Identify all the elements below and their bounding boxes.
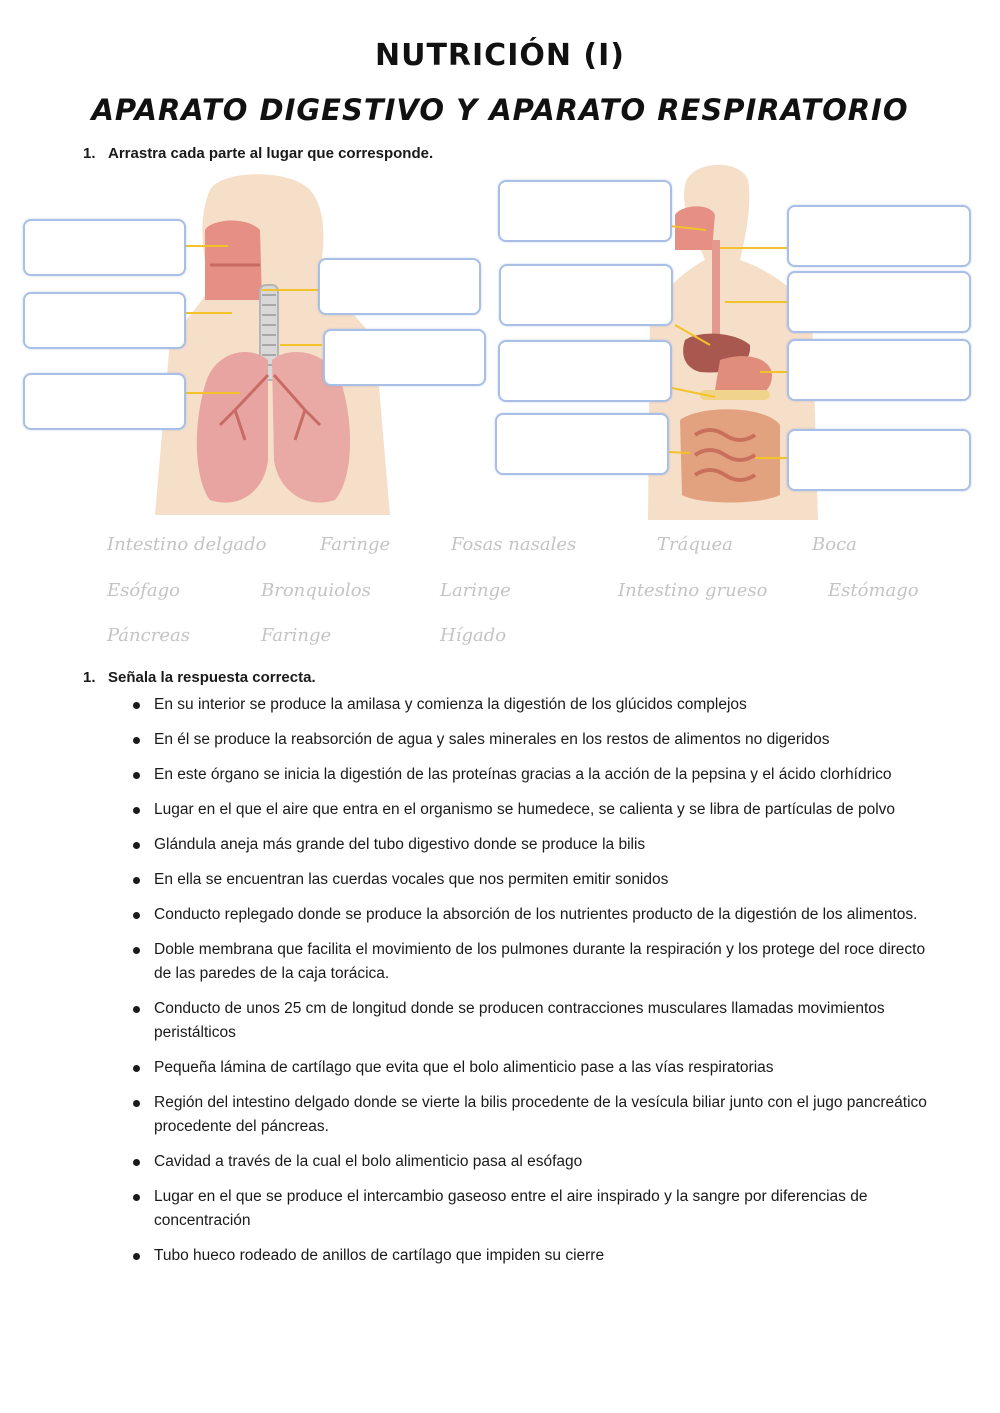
answer-option[interactable]: Conducto replegado donde se produce la absorción de los nutrientes producto de la digestión de los alimentos. [130,903,930,927]
drop-zone-resp-right-2[interactable] [323,329,486,386]
word-chip[interactable]: Faringe [320,534,391,555]
answer-option[interactable]: Tubo hueco rodeado de anillos de cartílago que impiden su cierre [130,1244,930,1268]
drop-zone-dig-right-1[interactable] [787,205,971,267]
word-chip[interactable]: Laringe [440,580,511,601]
drop-zone-resp-left-1[interactable] [23,219,186,276]
answer-option[interactable]: Región del intestino delgado donde se vierte la bilis procedente de la vesícula biliar junto con el jugo pancreático procedente del páncreas. [130,1091,930,1139]
answer-option[interactable]: En él se produce la reabsorción de agua y sales minerales en los restos de alimentos no digeridos [130,728,930,752]
worksheet-title: NUTRICIÓN (I) [374,38,625,73]
word-chip[interactable]: Tráquea [657,534,733,555]
drop-zone-dig-left-3[interactable] [498,340,672,402]
answer-option[interactable]: En este órgano se inicia la digestión de las proteínas gracias a la acción de la pepsina y el ácido clorhídrico [130,763,930,787]
exercise-2-number: 1. [83,669,96,686]
answer-option[interactable]: En su interior se produce la amilasa y comienza la digestión de los glúcidos complejos [130,693,930,717]
word-chip[interactable]: Esófago [107,580,180,601]
word-chip[interactable]: Faringe [261,625,332,646]
word-chip[interactable]: Bronquiolos [261,580,371,601]
drop-zone-dig-left-4[interactable] [495,413,669,475]
drop-zone-resp-right-1[interactable] [318,258,481,315]
drop-zone-dig-right-2[interactable] [787,271,971,333]
word-chip[interactable]: Fosas nasales [451,534,577,555]
answer-option[interactable]: Pequeña lámina de cartílago que evita que el bolo alimenticio pase a las vías respiratorias [130,1056,930,1080]
word-chip[interactable]: Estómago [828,580,919,601]
answer-option[interactable]: Conducto de unos 25 cm de longitud donde se producen contracciones musculares llamadas movimientos peristálticos [130,997,930,1045]
answer-option[interactable]: En ella se encuentran las cuerdas vocales que nos permiten emitir sonidos [130,868,930,892]
word-chip[interactable]: Hígado [440,625,507,646]
drop-zone-dig-left-1[interactable] [498,180,672,242]
exercise-1-number: 1. [83,145,96,162]
drop-zone-dig-right-3[interactable] [787,339,971,401]
word-chip[interactable]: Boca [812,534,857,555]
exercise-2-instruction: Señala la respuesta correcta. [108,669,316,686]
word-chip[interactable]: Intestino grueso [618,580,768,601]
answer-option[interactable]: Doble membrana que facilita el movimiento de los pulmones durante la respiración y los protege del roce directo de las paredes de la caja torácica. [130,938,930,986]
answer-option[interactable]: Glándula aneja más grande del tubo digestivo donde se produce la bilis [130,833,930,857]
drop-zone-resp-left-3[interactable] [23,373,186,430]
exercise-2-heading [83,669,316,686]
answer-option[interactable]: Lugar en el que se produce el intercambio gaseoso entre el aire inspirado y la sangre por diferencias de concentración [130,1185,930,1233]
word-chip[interactable]: Intestino delgado [107,534,267,555]
exercise-1-instruction: Arrastra cada parte al lugar que corresponde. [108,145,434,162]
drop-zone-dig-right-4[interactable] [787,429,971,491]
answer-option[interactable]: Lugar en el que el aire que entra en el organismo se humedece, se calienta y se libra de partículas de polvo [130,798,930,822]
drop-zone-dig-left-2[interactable] [499,264,673,326]
answer-option[interactable]: Cavidad a través de la cual el bolo alimenticio pasa al esófago [130,1150,930,1174]
drop-zone-resp-left-2[interactable] [23,292,186,349]
word-chip[interactable]: Páncreas [107,625,190,646]
answer-list [130,693,930,1279]
worksheet-subtitle: APARATO DIGESTIVO Y APARATO RESPIRATORIO [91,93,909,127]
